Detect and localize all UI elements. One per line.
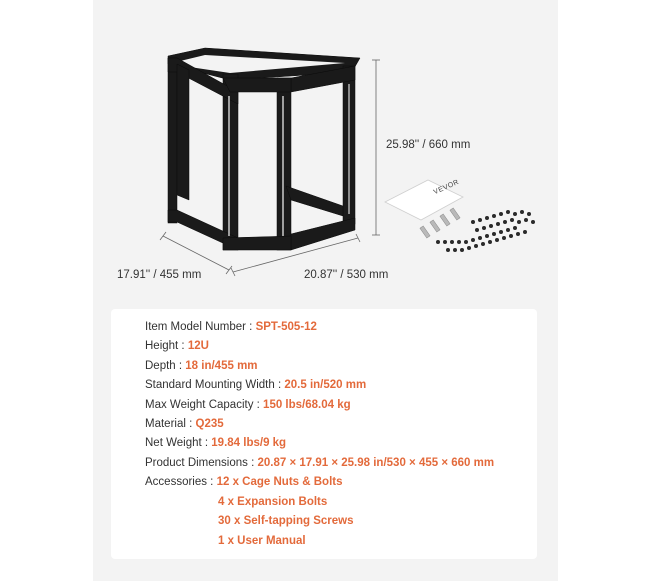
height-dimension-label: 25.98'' / 660 mm xyxy=(386,139,471,151)
spec-row-height: Height : 12U xyxy=(145,340,209,352)
spec-row-depth: Depth : 18 in/455 mm xyxy=(145,360,258,372)
rack-illustration xyxy=(93,0,558,300)
open-frame-rack xyxy=(168,48,360,250)
spec-row-accessories: Accessories : 12 x Cage Nuts & Bolts xyxy=(145,476,343,488)
spec-row-product-dimensions: Product Dimensions : 20.87 × 17.91 × 25.98 in/530 × 455 × 660 mm xyxy=(145,457,495,469)
spec-row-max-weight: Max Weight Capacity : 150 lbs/68.04 kg xyxy=(145,399,351,411)
spec-row-material: Material : Q235 xyxy=(145,418,224,430)
spec-row-net-weight: Net Weight : 19.84 lbs/9 kg xyxy=(145,437,287,449)
height-dimension-line xyxy=(372,60,380,235)
width-dimension-label: 20.87'' / 530 mm xyxy=(304,269,389,281)
screws-and-nuts xyxy=(420,208,535,252)
package-brand-logo: VEVOR xyxy=(432,178,461,197)
accessory-item: 4 x Expansion Bolts xyxy=(218,496,328,508)
specifications-card xyxy=(111,309,537,559)
spec-row-model: Item Model Number : SPT-505-12 xyxy=(145,321,317,333)
accessory-item: 30 x Self-tapping Screws xyxy=(218,515,354,527)
accessory-item: 1 x User Manual xyxy=(218,535,306,547)
spec-row-mounting-width: Standard Mounting Width : 20.5 in/520 mm xyxy=(145,379,367,391)
depth-dimension-label: 17.91'' / 455 mm xyxy=(117,269,202,281)
